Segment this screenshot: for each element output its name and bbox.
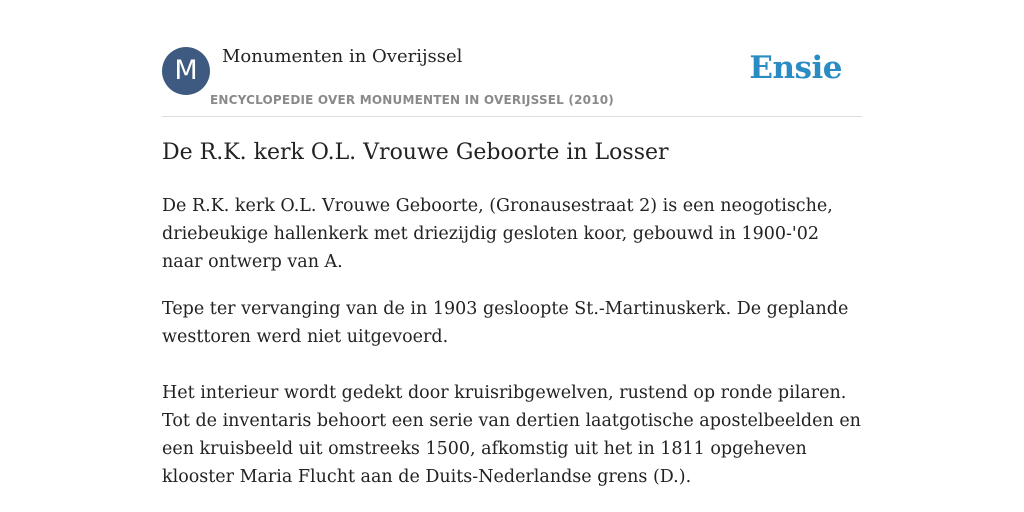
avatar[interactable]: M <box>162 47 210 95</box>
source-title[interactable]: Monumenten in Overijssel <box>222 46 463 67</box>
article-title: De R.K. kerk O.L. Vrouwe Geboorte in Losser <box>162 140 669 165</box>
article-paragraph: Het interieur wordt gedekt door kruisribgewelven, rustend op ronde pilaren. Tot de inventaris behoort een serie van dertien laatgotische apostelbeelden en een kruisbeeld uit omstreeks 1500, afkomstig uit het in 1811 opgeheven klooster Maria Flucht aan de Duits-Nederlandse grens (D.). <box>162 383 861 487</box>
source-subtitle: ENCYCLOPEDIE OVER MONUMENTEN IN OVERIJSSEL (2010) <box>210 93 614 107</box>
article-body <box>162 192 862 510</box>
page <box>162 0 862 487</box>
article-paragraph: De R.K. kerk O.L. Vrouwe Geboorte, (Gronausestraat 2) is een neogotische, driebeukige hallenkerk met driezijdig gesloten koor, gebouwd in 1900-'02 naar ontwerp van A. <box>162 196 833 272</box>
header <box>162 0 862 117</box>
article-paragraph: Tepe ter vervanging van de in 1903 gesloopte St.-Martinuskerk. De geplande westtoren werd niet uitgevoerd. <box>162 299 849 347</box>
brand-logo[interactable]: Ensie <box>749 50 842 86</box>
